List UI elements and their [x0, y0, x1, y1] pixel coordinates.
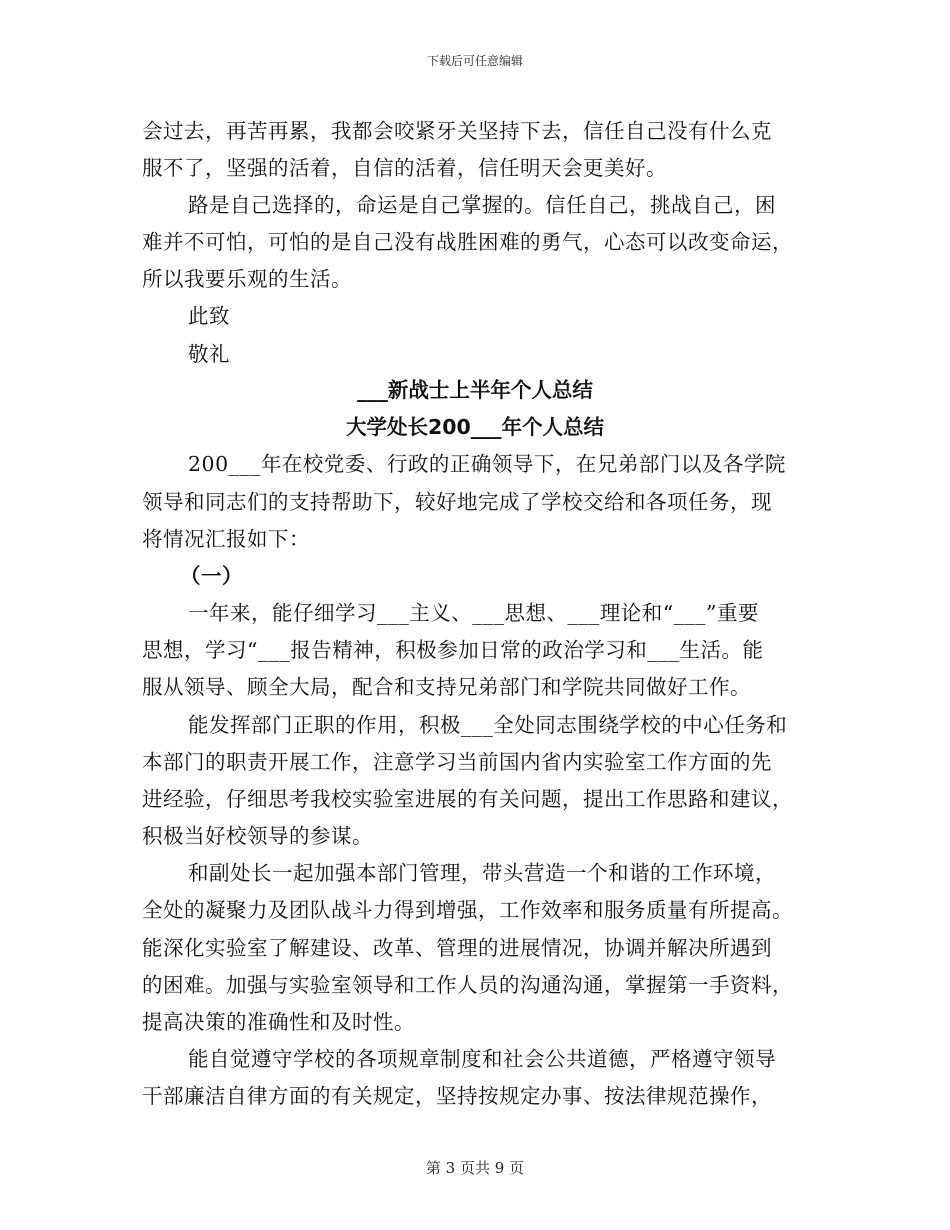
text-line: 路是自己选择的，命运是自己掌握的。信任自己，挑战自己，困 [188, 193, 776, 217]
text-line: 领导和同志们的支持帮助下，较好地完成了学校交给和各项任务，现 [142, 490, 772, 514]
text-line: 200___年在校党委、行政的正确领导下，在兄弟部门以及各学院 [188, 452, 786, 476]
text-line: 能发挥部门正职的作用，积极___全处同志围绕学校的中心任务和 [188, 713, 788, 737]
text-line: 能自觉遵守学校的各项规章制度和社会公共道德，严格遵守领导 [188, 1047, 776, 1071]
section-title: ___新战士上半年个人总结 [357, 378, 593, 402]
page-footer: 第 3 页共 9 页 [425, 1159, 525, 1177]
text-line: 思想，学习“___报告精神，积极参加日常的政治学习和___生活。能 [142, 638, 764, 662]
text-line: 积极当好校领导的参谋。 [142, 824, 373, 848]
text-line: 服不了，坚强的活着，自信的活着，信任明天会更美好。 [142, 156, 667, 180]
text-line: 全处的凝聚力及团队战斗力得到增强，工作效率和服务质量有所提高。 [142, 898, 793, 922]
text-line: 的困难。加强与实验室领导和工作人员的沟通沟通，掌握第一手资料， [142, 973, 793, 997]
section-title: 大学处长200___年个人总结 [345, 415, 605, 439]
text-line: 敬礼 [188, 342, 230, 366]
text-line: 一年来，能仔细学习___主义、___思想、___理论和“___”重要 [188, 601, 759, 625]
text-line: 能深化实验室了解建设、改革、管理的进展情况，协调并解决所遇到 [142, 936, 772, 960]
text-line: 此致 [188, 304, 230, 328]
text-line: 本部门的职责开展工作，注意学习当前国内省内实验室工作方面的先 [142, 750, 772, 774]
text-line: 服从领导、顾全大局，配合和支持兄弟部门和学院共同做好工作。 [142, 675, 751, 699]
text-line: 所以我要乐观的生活。 [142, 267, 352, 291]
text-line: 提高决策的准确性和及时性。 [142, 1010, 415, 1034]
subsection-heading: （一） [180, 564, 243, 588]
text-line: 和副处长一起加强本部门管理，带头营造一个和谐的工作环境， [188, 861, 776, 885]
text-line: 难并不可怕，可怕的是自己没有战胜困难的勇气，心态可以改变命运， [142, 230, 793, 254]
page-header: 下载后可任意编辑 [426, 54, 523, 68]
text-line: 进经验，仔细思考我校实验室进展的有关问题，提出工作思路和建议， [142, 787, 793, 811]
text-line: 将情况汇报如下： [142, 527, 310, 551]
text-line: 干部廉洁自律方面的有关规定，坚持按规定办事、按法律规范操作， [142, 1084, 772, 1108]
text-line: 会过去，再苦再累，我都会咬紧牙关坚持下去，信任自己没有什么克 [142, 119, 772, 143]
